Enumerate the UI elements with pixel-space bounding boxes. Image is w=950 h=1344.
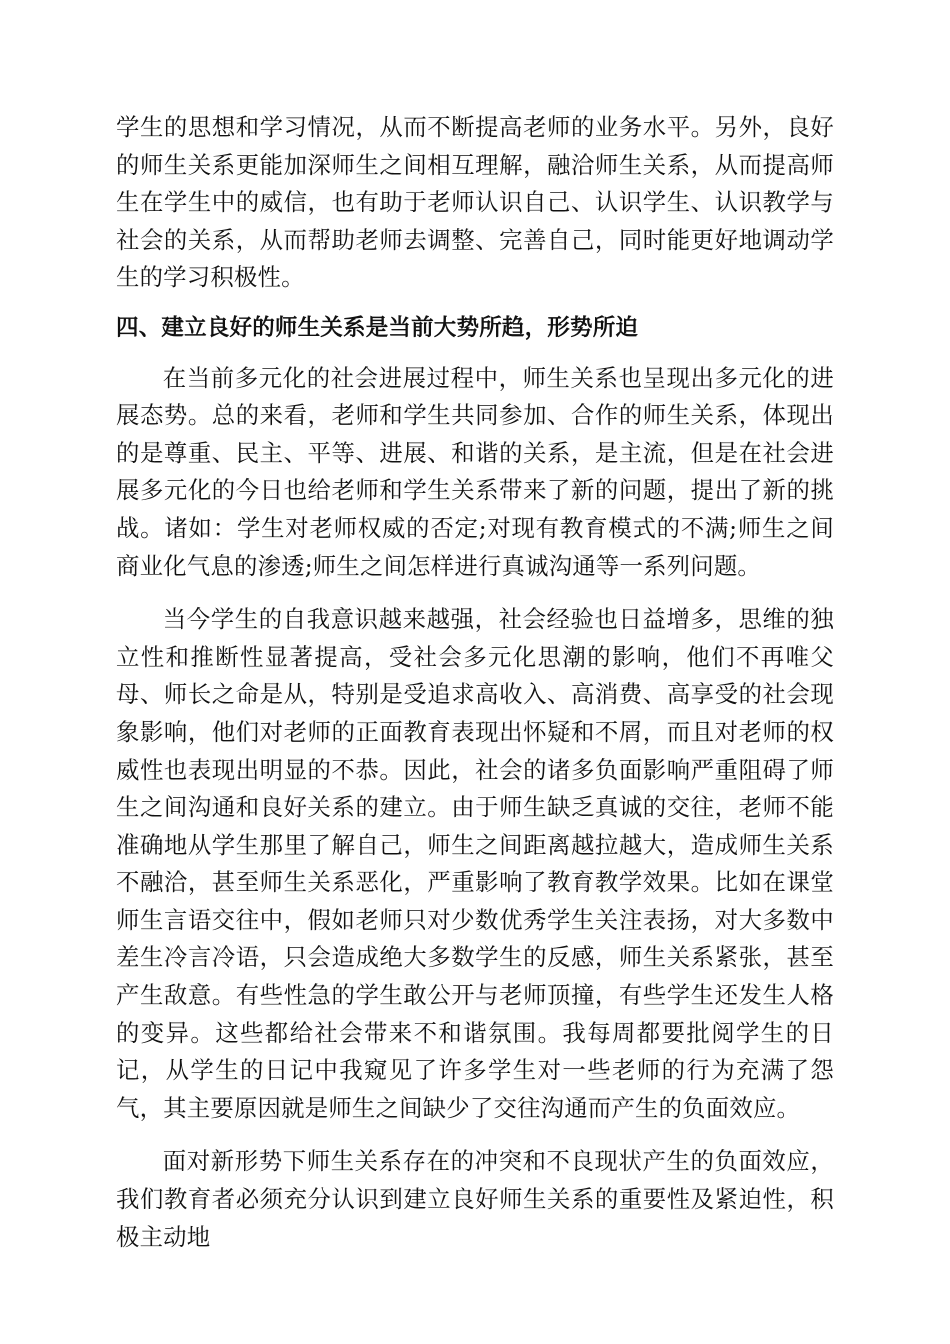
document-body	[116, 109, 834, 1256]
paragraph-multicultural-trend: 在当前多元化的社会进展过程中，师生关系也呈现出多元化的进展态势。总的来看，老师和学生共同参加、合作的师生关系，体现出的是尊重、民主、平等、进展、和谐的关系，是主流，但是在社会进展多元化的今日也给老师和学生关系带来了新的问题，提出了新的挑战。诸如：学生对老师权威的否定;对现有教育模式的不满;师生之间商业化气息的渗透;师生之间怎样进行真诚沟通等一系列问题。	[116, 363, 834, 580]
paragraph-new-situation: 面对新形势下师生关系存在的冲突和不良现状产生的负面效应，我们教育者必须充分认识到建立良好师生关系的重要性及紧迫性，积极主动地	[116, 1147, 834, 1251]
paragraph-student-awareness: 当今学生的自我意识越来越强，社会经验也日益增多，思维的独立性和推断性显著提高，受社会多元化思潮的影响，他们不再唯父母、师长之命是从，特别是受追求高收入、高消费、高享受的社会现象影响，他们对老师的正面教育表现出怀疑和不屑，而且对老师的权威性也表现出明显的不恭。因此，社会的诸多负面影响严重阻碍了师生之间沟通和良好关系的建立。由于师生缺乏真诚的交往，老师不能准确地从学生那里了解自己，师生之间距离越拉越大，造成师生关系不融洽，甚至师生关系恶化，严重影响了教育教学效果。比如在课堂师生言语交往中，假如老师只对少数优秀学生关注表扬，对大多数中差生冷言冷语，只会造成绝大多数学生的反感，师生关系紧张，甚至产生敌意。有些性急的学生敢公开与老师顶撞，有些学生还发生人格的变异。这些都给社会带来不和谐氛围。我每周都要批阅学生的日记，从学生的日记中我窥见了许多学生对一些老师的行为充满了怨气，其主要原因就是师生之间缺少了交往沟通而产生的负面效应。	[116, 605, 834, 1122]
paragraph-continued: 学生的思想和学习情况，从而不断提高老师的业务水平。另外，良好的师生关系更能加深师生之间相互理解，融洽师生关系，从而提高师生在学生中的威信，也有助于老师认识自己、认识学生、认识教学与社会的关系，从而帮助老师去调整、完善自己，同时能更好地调动学生的学习积极性。	[116, 113, 834, 292]
section-heading: 四、建立良好的师生关系是当前大势所趋，形势所迫	[116, 314, 639, 341]
